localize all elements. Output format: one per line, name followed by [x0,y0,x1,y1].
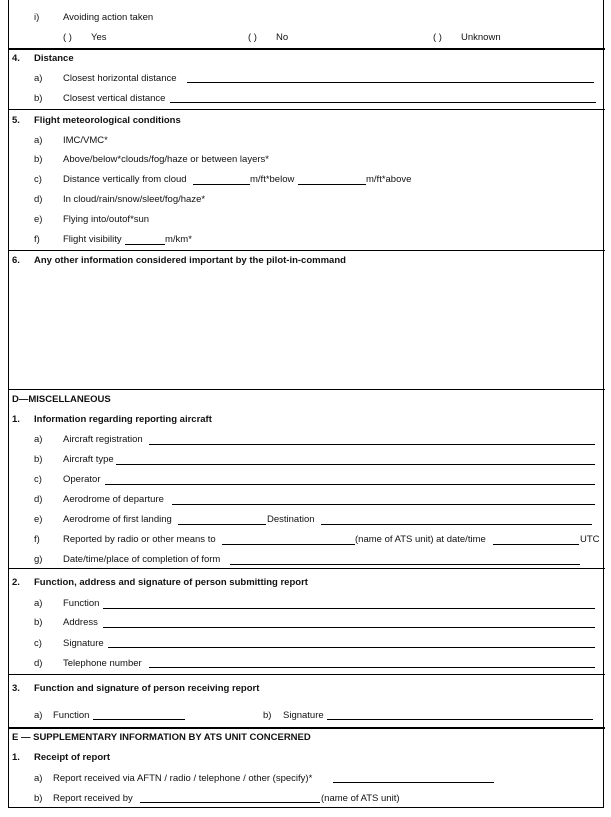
utc-label: UTC [580,534,600,545]
cloud-above-field[interactable] [298,184,366,185]
item-label: b) [34,454,43,465]
no-label: No [276,32,289,43]
reported-to-field[interactable] [222,544,355,545]
question-number: 1. [12,752,20,763]
reporting-aircraft-heading: Information regarding reporting aircraft [34,414,212,425]
question-number: 1. [12,414,20,425]
receiver-function-field[interactable] [93,719,185,720]
item-label: a) [34,73,43,84]
other-info-textarea[interactable] [12,270,600,385]
destination-label: Destination [267,514,315,525]
reported-to-label: Reported by radio or other means to [63,534,216,545]
item-label: d) [34,658,43,669]
item-label: c) [34,174,42,185]
met-conditions-heading: Flight meteorological conditions [34,115,181,126]
submitter-function-label: Function [63,598,100,609]
horizontal-distance-field[interactable] [187,82,594,83]
above-unit-label: m/ft*above [366,174,412,185]
report-datetime-field[interactable] [493,544,579,545]
item-label: a) [34,434,43,445]
submitter-address-field[interactable] [103,627,595,628]
aircraft-registration-label: Aircraft registration [63,434,143,445]
submitter-signature-label: Signature [63,638,104,649]
below-unit-label: m/ft*below [250,174,295,185]
telephone-label: Telephone number [63,658,142,669]
yes-label: Yes [91,32,107,43]
ats-unit-label: (name of ATS unit) [321,793,400,804]
section-divider [8,674,605,675]
item-label: b) [34,154,43,165]
departure-aerodrome-field[interactable] [172,504,595,505]
item-label: e) [34,214,43,225]
completion-label: Date/time/place of completion of form [63,554,221,565]
receiver-heading: Function and signature of person receiving report [34,683,260,694]
section-e-title: E — SUPPLEMENTARY INFORMATION BY ATS UNIT CONCERNED [12,732,311,743]
item-label: e) [34,514,43,525]
section-divider [8,389,605,390]
item-label: a) [34,598,43,609]
item-label: a) [34,710,43,721]
item-label: b) [34,93,43,104]
question-number: 5. [12,115,20,126]
cloud-below-field[interactable] [193,184,250,185]
vertical-distance-label: Closest vertical distance [63,93,166,104]
section-divider [8,727,605,729]
item-label: b) [34,793,43,804]
date-time-label: (name of ATS unit) at date/time [355,534,486,545]
item-label: a) [34,135,43,146]
section-d-title: D—MISCELLANEOUS [12,394,111,405]
vertical-distance-field[interactable] [170,102,596,103]
visibility-unit-label: m/km* [165,234,192,245]
submitter-heading: Function, address and signature of person submitting report [34,577,308,588]
operator-label: Operator [63,474,101,485]
question-number: 2. [12,577,20,588]
aircraft-registration-field[interactable] [149,444,595,445]
section-divider [8,250,605,251]
completion-field[interactable] [230,564,580,565]
question-number: 4. [12,53,20,64]
avoiding-action-label: Avoiding action taken [63,12,154,23]
item-label: c) [34,638,42,649]
section-divider [8,48,605,50]
received-via-field[interactable] [333,782,494,783]
destination-field[interactable] [321,524,592,525]
section-divider [8,109,605,110]
item-label: a) [34,773,43,784]
telephone-field[interactable] [149,667,595,668]
imc-vmc-option[interactable]: IMC/VMC* [63,135,108,146]
item-label: d) [34,494,43,505]
aircraft-type-label: Aircraft type [63,454,114,465]
other-info-heading: Any other information considered important by the pilot-in-command [34,255,346,266]
submitter-function-field[interactable] [103,608,595,609]
receiver-function-label: Function [53,710,90,721]
receiver-signature-label: Signature [283,710,324,721]
visibility-field[interactable] [125,244,165,245]
received-via-label: Report received via AFTN / radio / telephone / other (specify)* [53,773,313,784]
received-by-field[interactable] [140,802,320,803]
receipt-heading: Receipt of report [34,752,111,763]
unknown-label: Unknown [461,32,501,43]
cloud-distance-label: Distance vertically from cloud [63,174,187,185]
section-divider [8,568,605,569]
item-label: d) [34,194,43,205]
submitter-signature-field[interactable] [108,647,595,648]
unknown-radio[interactable]: ( ) [433,32,442,43]
departure-aerodrome-label: Aerodrome of departure [63,494,164,505]
distance-heading: Distance [34,53,74,64]
precipitation-option[interactable]: In cloud/rain/snow/sleet/fog/haze* [63,194,206,205]
first-landing-field[interactable] [178,524,266,525]
operator-field[interactable] [105,484,595,485]
item-label: c) [34,474,42,485]
no-radio[interactable]: ( ) [248,32,257,43]
question-number: 6. [12,255,20,266]
question-number: 3. [12,683,20,694]
submitter-address-label: Address [63,617,98,628]
aircraft-type-field[interactable] [116,464,595,465]
received-by-label: Report received by [53,793,133,804]
item-label: b) [34,617,43,628]
visibility-label: Flight visibility [63,234,122,245]
item-label: g) [34,554,43,565]
first-landing-label: Aerodrome of first landing [63,514,172,525]
yes-radio[interactable]: ( ) [63,32,72,43]
cloud-position-option[interactable]: Above/below*clouds/fog/haze or between layers* [63,154,269,165]
item-label: f) [34,534,40,545]
horizontal-distance-label: Closest horizontal distance [63,73,177,84]
sun-option[interactable]: Flying into/outof*sun [63,214,150,225]
item-label: b) [263,710,272,721]
receiver-signature-field[interactable] [327,719,593,720]
item-label: f) [34,234,40,245]
item-label: i) [34,12,40,23]
